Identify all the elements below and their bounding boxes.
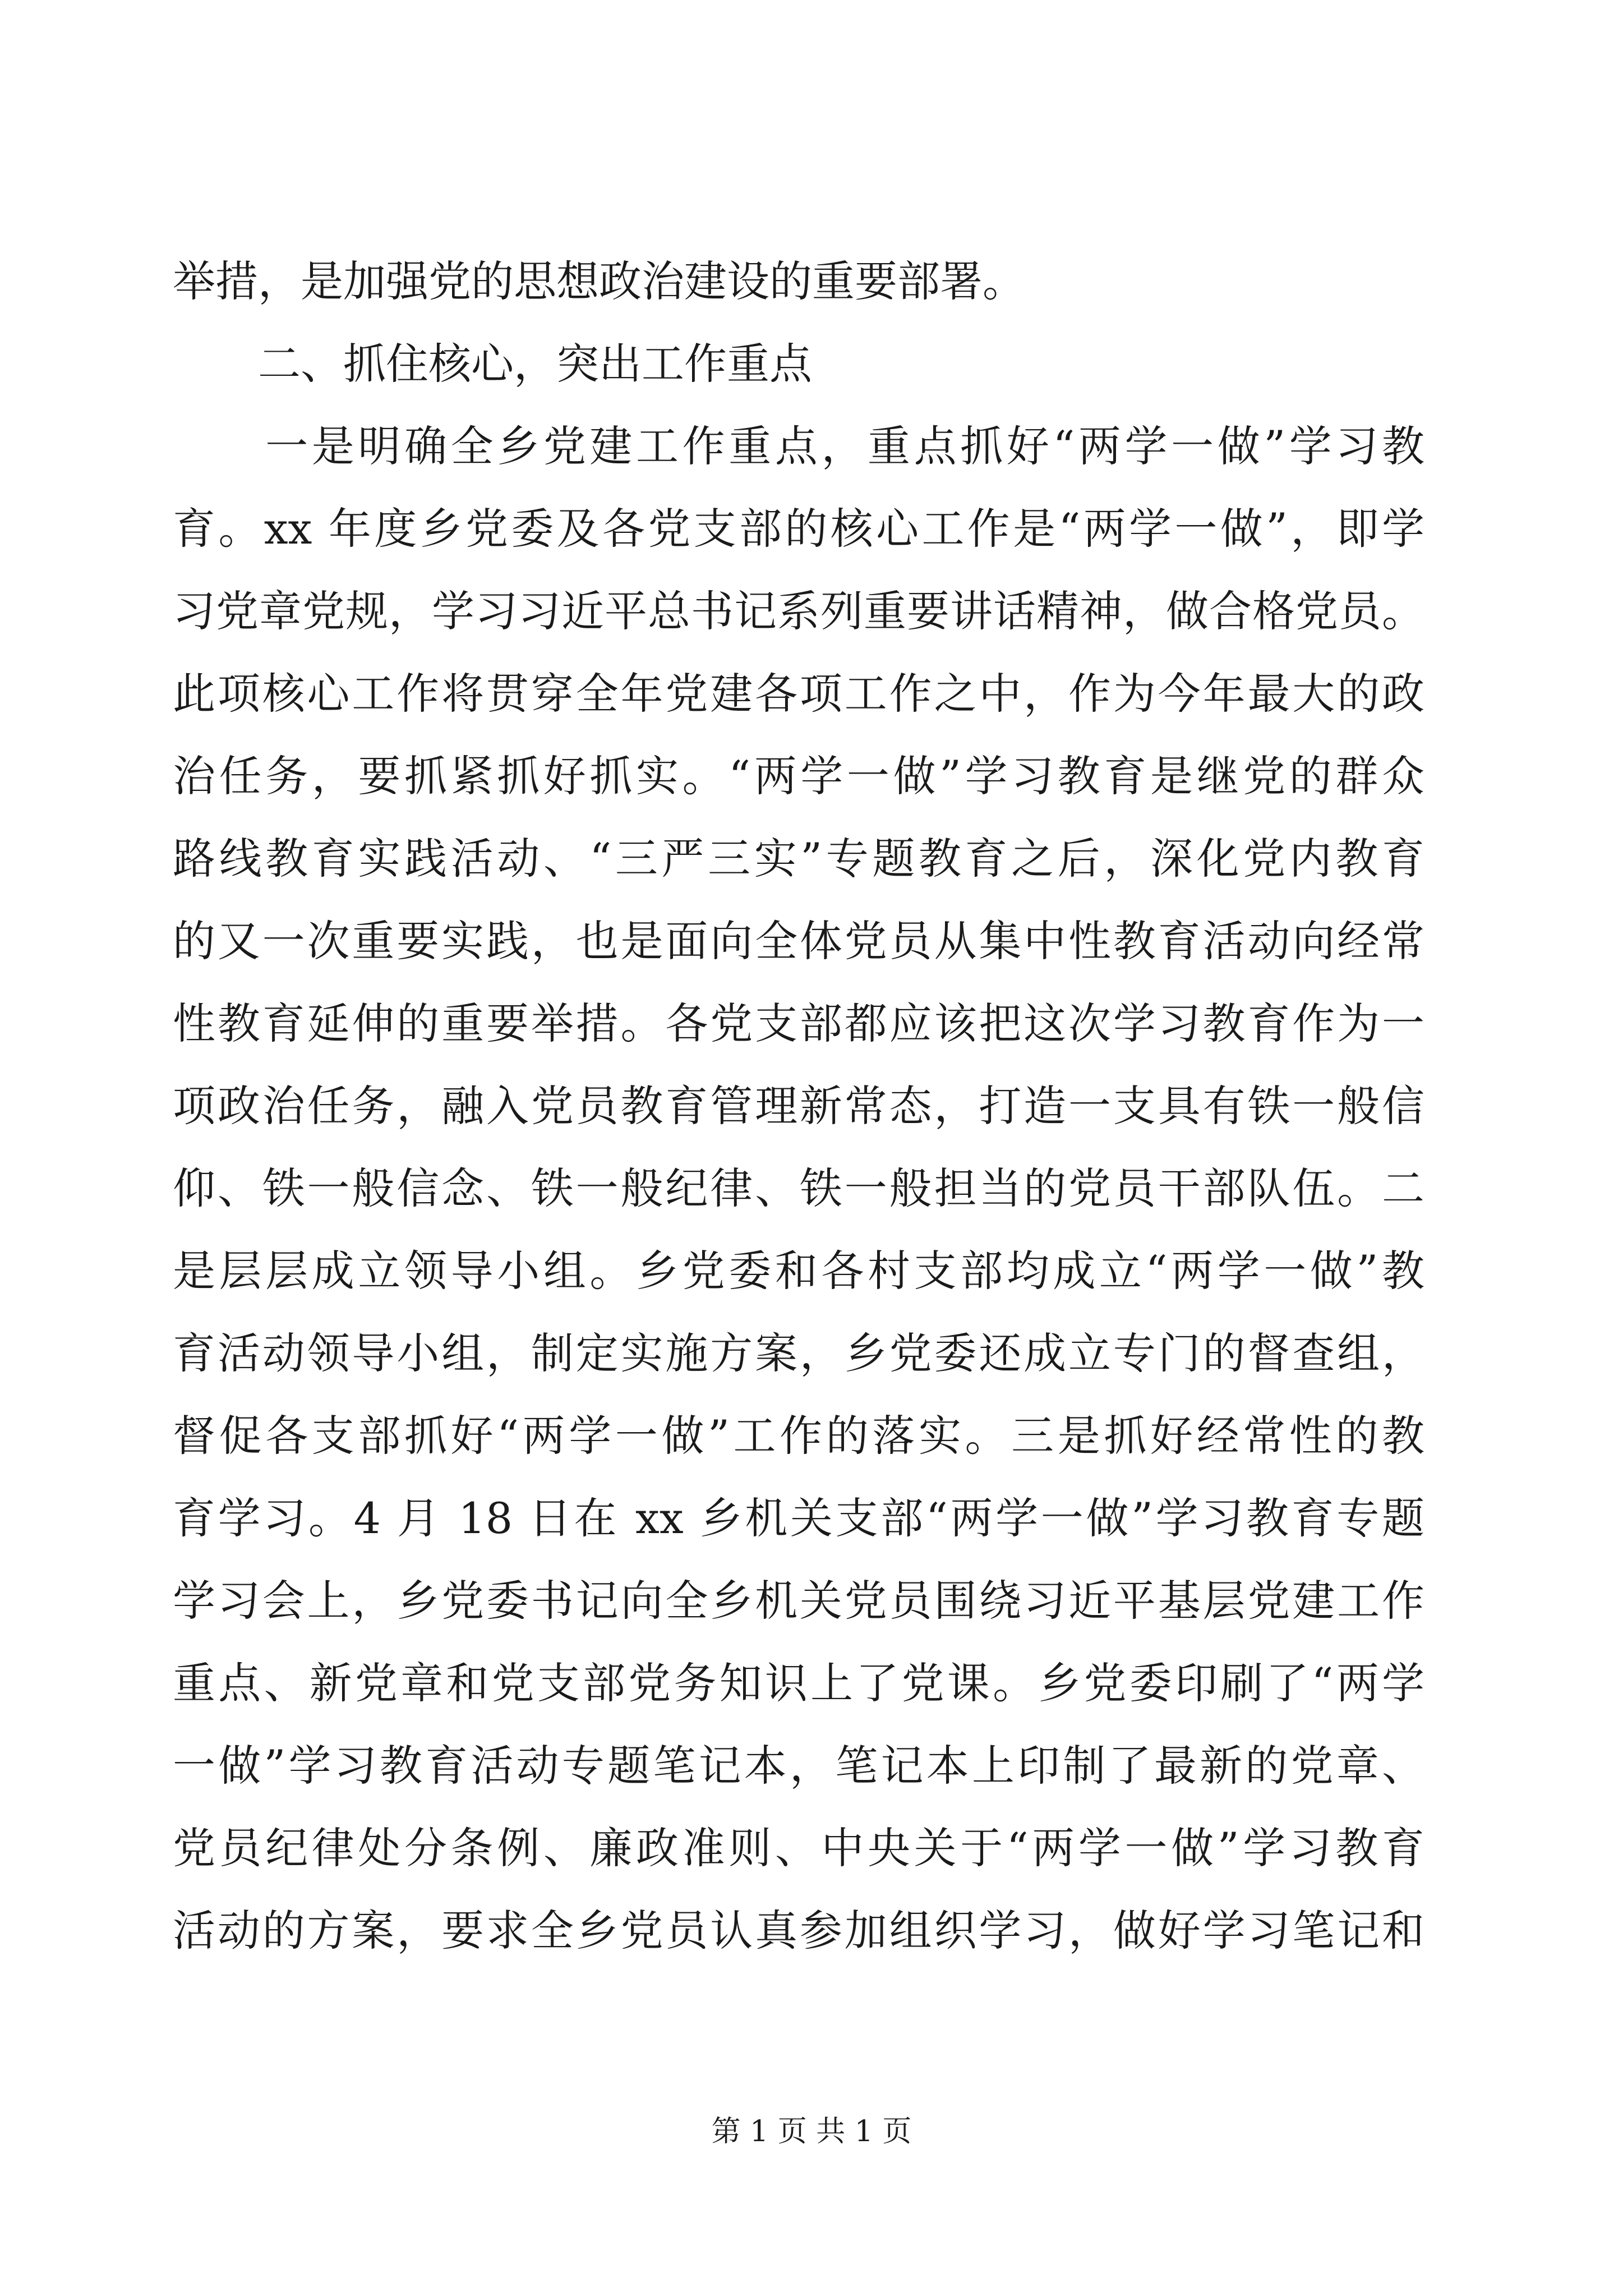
text-line: 路线教育实践活动、“三严三实”专题教育之后，深化党内教育 bbox=[173, 834, 1424, 884]
text-line: 举措，是加强党的思想政治建设的重要部署。 bbox=[173, 256, 1025, 306]
text-line: 习党章党规，学习习近平总书记系列重要讲话精神，做合格党员。 bbox=[173, 586, 1424, 636]
text-line: 治任务，要抓紧抓好抓实。“两学一做”学习教育是继党的群众 bbox=[173, 751, 1424, 801]
text-line: 活动的方案，要求全乡党员认真参加组织学习，做好学习笔记和 bbox=[173, 1906, 1424, 1955]
text-line: 的又一次重要实践，也是面向全体党员从集中性教育活动向经常 bbox=[173, 916, 1424, 966]
text-line: 项政治任务，融入党员教育管理新常态，打造一支具有铁一般信 bbox=[173, 1081, 1424, 1131]
section-heading: 二、抓住核心，突出工作重点 bbox=[173, 339, 812, 389]
text-line: 重点、新党章和党支部党务知识上了党课。乡党委印刷了“两学 bbox=[173, 1658, 1424, 1708]
text-line: 育学习。4 月 18 日在 xx 乡机关支部“两学一做”学习教育专题 bbox=[173, 1493, 1424, 1543]
text-line: 性教育延伸的重要举措。各党支部都应该把这次学习教育作为一 bbox=[173, 999, 1424, 1048]
text-line: 育。xx 年度乡党委及各党支部的核心工作是“两学一做”，即学 bbox=[173, 504, 1424, 554]
page-number: 第 1 页 共 1 页 bbox=[711, 2115, 912, 2148]
text-line: 学习会上，乡党委书记向全乡机关党员围绕习近平基层党建工作 bbox=[173, 1576, 1424, 1626]
text-line: 育活动领导小组，制定实施方案，乡党委还成立专门的督查组， bbox=[173, 1328, 1424, 1378]
text-line: 一是明确全乡党建工作重点，重点抓好“两学一做”学习教 bbox=[173, 421, 1424, 471]
text-line: 是层层成立领导小组。乡党委和各村支部均成立“两学一做”教 bbox=[173, 1246, 1424, 1296]
text-line: 仰、铁一般信念、铁一般纪律、铁一般担当的党员干部队伍。二 bbox=[173, 1163, 1424, 1213]
text-line: 一做”学习教育活动专题笔记本，笔记本上印制了最新的党章、 bbox=[173, 1741, 1424, 1791]
text-line: 此项核心工作将贯穿全年党建各项工作之中，作为今年最大的政 bbox=[173, 669, 1424, 719]
text-line: 党员纪律处分条例、廉政准则、中央关于“两学一做”学习教育 bbox=[173, 1823, 1424, 1873]
text-line: 督促各支部抓好“两学一做”工作的落实。三是抓好经常性的教 bbox=[173, 1411, 1424, 1461]
